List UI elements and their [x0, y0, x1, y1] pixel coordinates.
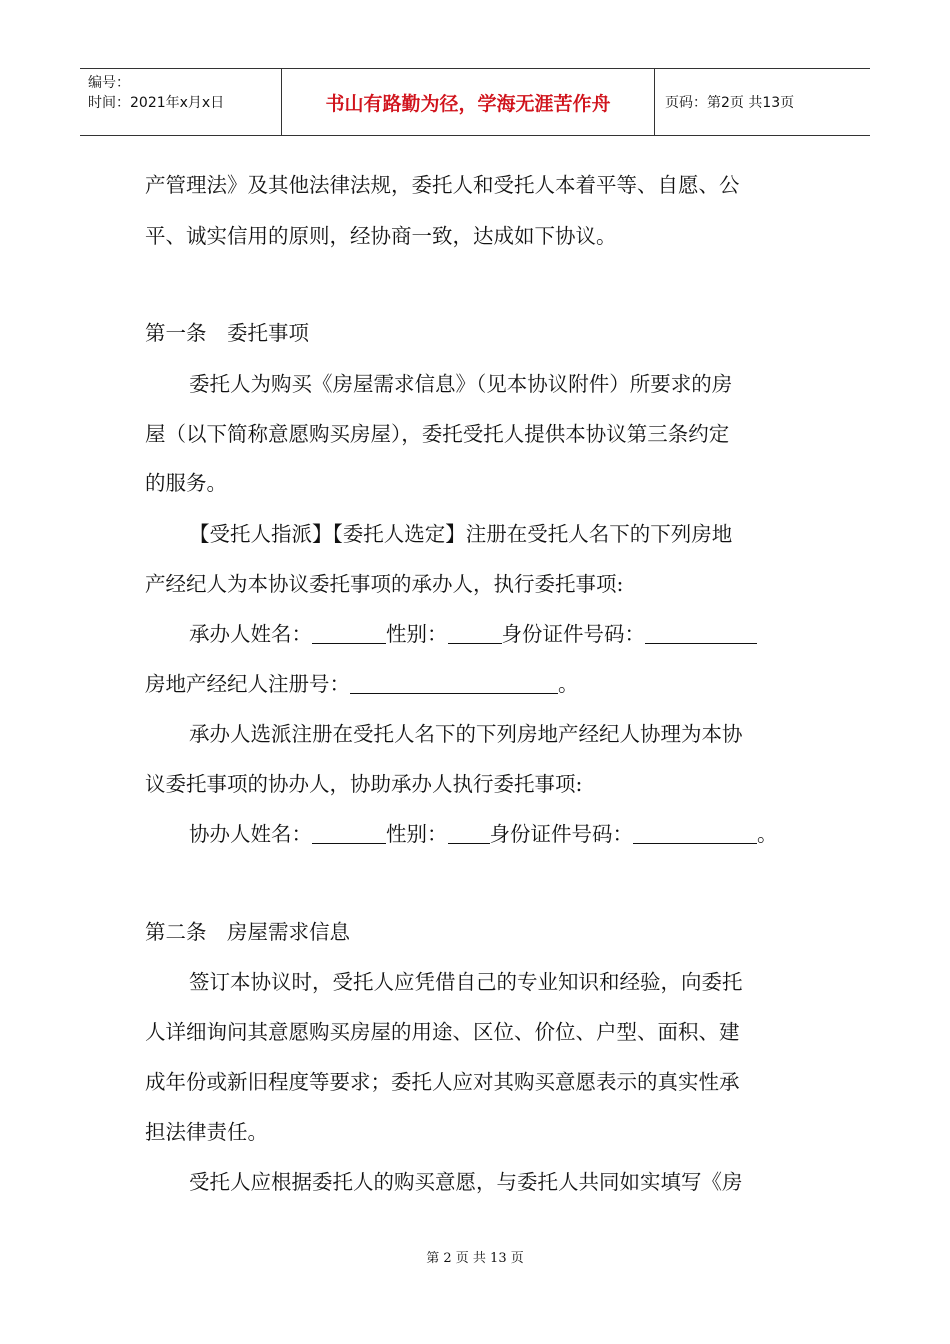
paragraph-line: 人详细询问其意愿购买房屋的用途、区位、价位、户型、面积、建	[145, 1020, 740, 1044]
paragraph-line: 议委托事项的协办人，协助承办人执行委托事项:	[145, 772, 583, 796]
time-label: 时间：2021年x月x日	[88, 95, 225, 111]
article-2-title: 第二条 房屋需求信息	[145, 920, 350, 944]
header-page-info: 页码：第2页 共13页	[665, 95, 795, 111]
motto-text: 书山有路勤为径，学海无涯苦作舟	[325, 92, 611, 115]
paragraph-line: 成年份或新旧程度等要求；委托人应对其购买意愿表示的真实性承	[145, 1070, 740, 1094]
paragraph-line: 委托人为购买《房屋需求信息》（见本协议附件）所要求的房	[189, 372, 733, 396]
paragraph-line: 产管理法》及其他法律法规，委托人和受托人本着平等、自愿、公	[145, 173, 740, 197]
agent-form-row	[189, 619, 757, 649]
agent-gender-blank[interactable]	[448, 621, 502, 644]
agent-reg-label: 房地产经纪人注册号：	[145, 672, 350, 696]
period: 。	[757, 822, 778, 846]
paragraph-line: 承办人选派注册在受托人名下的下列房地产经纪人协理为本协	[189, 722, 743, 746]
agent-name-label: 承办人姓名：	[189, 622, 312, 646]
assistant-id-blank[interactable]	[633, 821, 757, 844]
header-motto	[282, 69, 655, 135]
page-footer: 第 2 页 共 13 页	[426, 1251, 524, 1266]
paragraph-line: 担法律责任。	[145, 1120, 268, 1144]
assistant-id-label: 身份证件号码：	[489, 822, 633, 846]
assistant-gender-label: 性别：	[386, 822, 448, 846]
assistant-name-label: 协办人姓名：	[189, 822, 312, 846]
paragraph-line: 产经纪人为本协议委托事项的承办人，执行委托事项:	[145, 572, 624, 596]
assistant-gender-blank[interactable]	[448, 821, 490, 844]
paragraph-line: 签订本协议时，受托人应凭借自己的专业知识和经验，向委托	[189, 970, 743, 994]
paragraph-line: 【受托人指派】【委托人选定】注册在受托人名下的下列房地	[189, 522, 733, 546]
paragraph-line: 平、诚实信用的原则，经协商一致，达成如下协议。	[145, 224, 617, 248]
paragraph-line: 受托人应根据委托人的购买意愿，与委托人共同如实填写《房	[189, 1170, 743, 1194]
agent-id-label: 身份证件号码：	[501, 622, 645, 646]
agent-name-blank[interactable]	[312, 621, 386, 644]
header-meta	[80, 69, 282, 135]
paragraph-line: 的服务。	[145, 471, 227, 495]
assistant-form-row	[189, 819, 778, 849]
period: 。	[558, 672, 579, 696]
agent-reg-row	[145, 669, 579, 699]
paragraph-line: 屋（以下简称意愿购买房屋），委托受托人提供本协议第三条约定	[145, 422, 730, 446]
agent-id-blank[interactable]	[645, 621, 757, 644]
article-1-title: 第一条 委托事项	[145, 321, 309, 345]
page-header	[80, 68, 870, 136]
agent-reg-blank[interactable]	[350, 671, 558, 694]
agent-gender-label: 性别：	[386, 622, 448, 646]
assistant-name-blank[interactable]	[312, 821, 386, 844]
number-label: 编号：	[88, 75, 130, 91]
